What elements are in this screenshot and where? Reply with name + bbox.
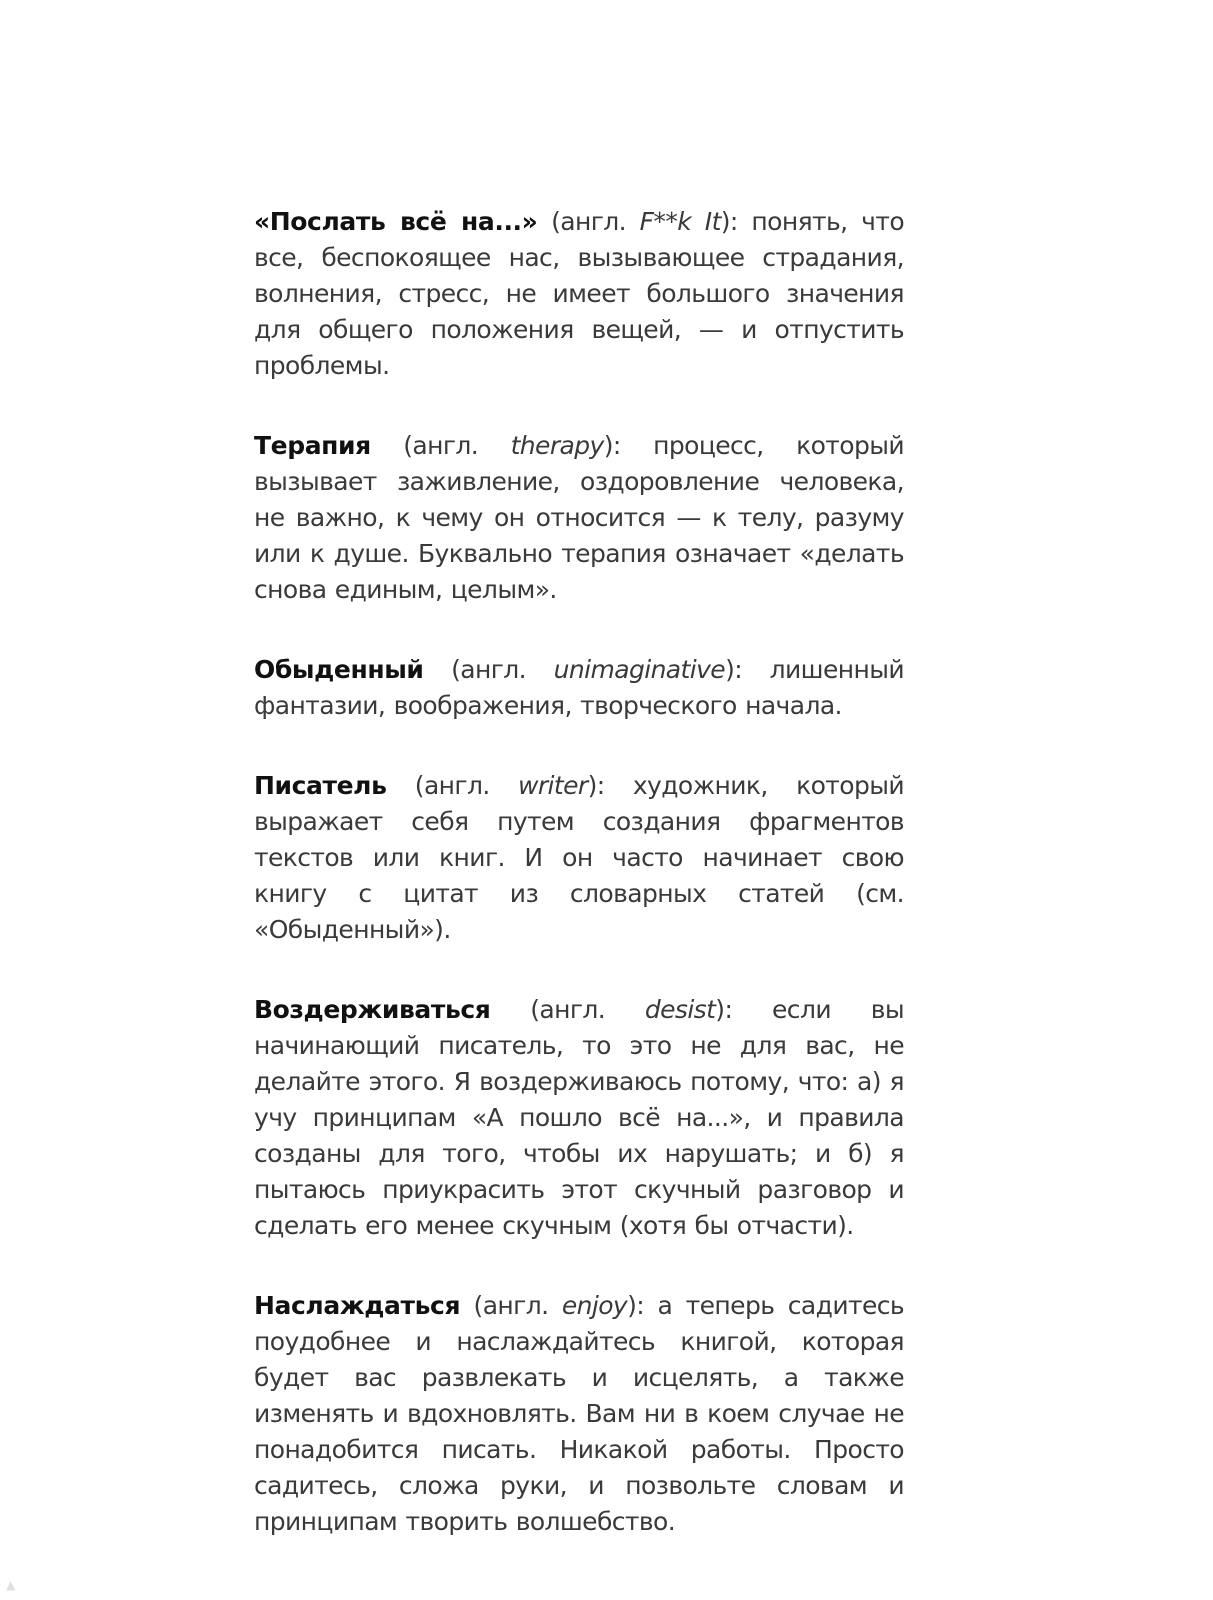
entry-term: Наслаждаться — [254, 1291, 461, 1320]
entry-english-prefix: (англ. — [386, 771, 519, 800]
glossary-entry-desist — [254, 992, 904, 1244]
entry-term: Обыденный — [254, 655, 424, 684]
entry-english-word: F**k It — [639, 207, 721, 236]
entry-english-prefix: (англ. — [423, 655, 554, 684]
entry-english-word: enjoy — [561, 1291, 628, 1320]
entry-english-word: unimaginative — [553, 655, 726, 684]
entry-term: «Послать всё на...» — [254, 207, 538, 236]
corner-watermark-icon: ▲ — [6, 1578, 16, 1592]
glossary-text — [254, 204, 904, 1584]
glossary-entry-writer — [254, 768, 904, 948]
entry-english-prefix: (англ. — [370, 431, 511, 460]
entry-english-word: writer — [518, 771, 588, 800]
entry-definition: ): если вы начинающий писатель, то это не для вас, не делайте этого. Я воздерживаюсь потому, что: а) я учу принципам «А пошло всё на...», и правила созданы для того, чтобы их нарушать; и б) я пытаюсь приукрасить этот скучный разговор и сделать его менее скучным (хотя бы отчасти). — [254, 995, 904, 1240]
entry-english-prefix: (англ. — [490, 995, 645, 1024]
entry-term: Писатель — [254, 771, 387, 800]
glossary-entry-unimaginative — [254, 652, 904, 724]
entry-definition: ): художник, который выражает себя путем создания фрагментов текстов или книг. И он часто начинает свою книгу с цитат из словарных статей (см. «Обыденный»). — [254, 771, 905, 944]
entry-english-word: desist — [644, 995, 716, 1024]
entry-english-prefix: (англ. — [537, 207, 640, 236]
glossary-entry-fuck-it — [254, 204, 904, 384]
glossary-entry-therapy — [254, 428, 904, 608]
entry-term: Воздерживаться — [254, 995, 491, 1024]
entry-english-prefix: (англ. — [460, 1291, 562, 1320]
entry-definition: ): лишенный фантазии, воображения, творческого начала. — [254, 655, 905, 720]
entry-definition: ): понять, что все, беспокоящее нас, вызывающее страдания, волнения, стресс, не имеет большого значения для общего положения вещей, — и отпустить проблемы. — [254, 207, 905, 380]
entry-definition: ): а теперь садитесь поудобнее и наслаждайтесь книгой, которая будет вас развлекать и исцелять, а также изменять и вдохновлять. Вам ни в коем случае не понадобится писать. Никакой работы. Просто садитесь, сложа руки, и позвольте словам и принципам творить волшебство. — [254, 1291, 904, 1536]
entry-english-word: therapy — [510, 431, 604, 460]
entry-term: Терапия — [254, 431, 371, 460]
entry-definition: ): процесс, который вызывает заживление, оздоровление человека, не важно, к чему он относится — к телу, разуму или к душе. Буквально терапия означает «делать снова единым, целым». — [254, 431, 904, 604]
glossary-entry-enjoy — [254, 1288, 904, 1540]
